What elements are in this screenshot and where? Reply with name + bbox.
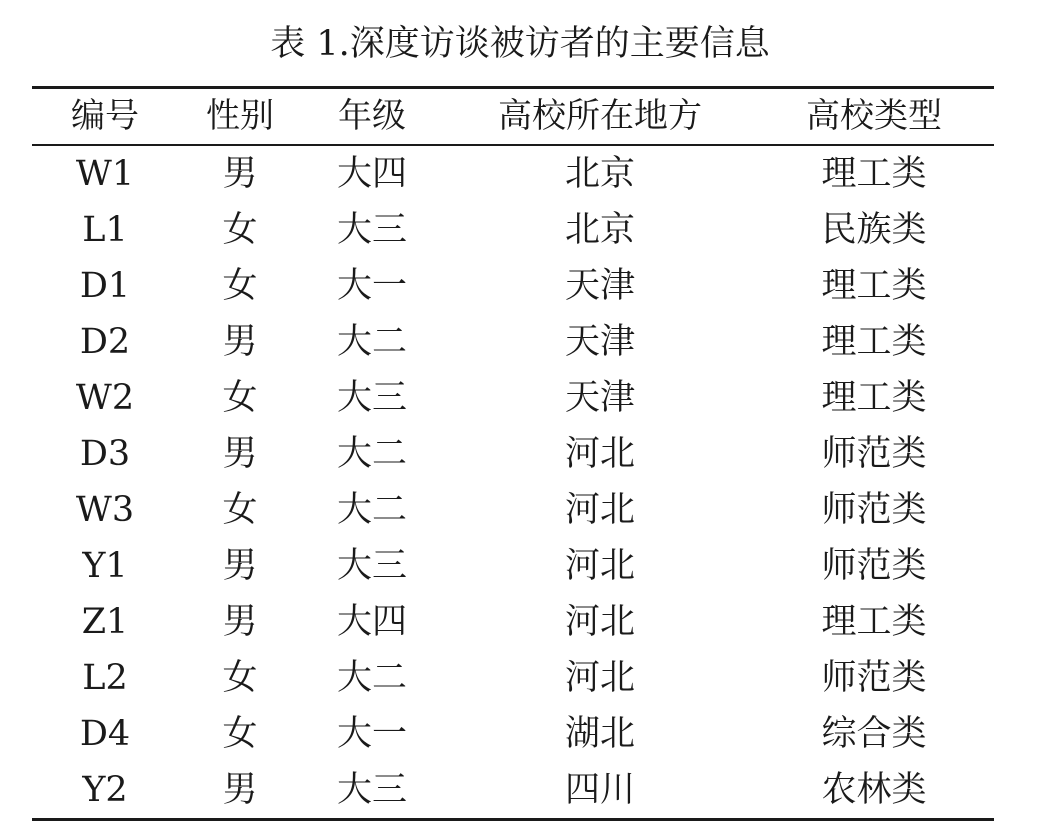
cell-grade: 大四 — [336, 602, 407, 642]
table-row — [0, 426, 1040, 482]
cell-id: Y2 — [82, 770, 128, 810]
table-row — [0, 482, 1040, 538]
table-row — [0, 538, 1040, 594]
cell-type: 民族类 — [821, 210, 927, 250]
cell-type: 理工类 — [821, 378, 927, 418]
cell-id: W1 — [75, 154, 135, 194]
cell-grade: 大三 — [336, 546, 407, 586]
header-type: 高校类型 — [806, 96, 942, 136]
cell-type: 农林类 — [821, 770, 927, 810]
cell-gender: 男 — [222, 770, 258, 810]
cell-location: 河北 — [564, 434, 635, 474]
cell-gender: 女 — [222, 714, 258, 754]
cell-id: L2 — [82, 658, 128, 698]
cell-id: W3 — [75, 490, 135, 530]
cell-location: 天津 — [564, 378, 635, 418]
cell-gender: 男 — [222, 154, 258, 194]
cell-gender: 女 — [222, 378, 258, 418]
header-id: 编号 — [71, 96, 139, 136]
cell-type: 师范类 — [821, 658, 927, 698]
cell-grade: 大一 — [336, 266, 407, 306]
cell-gender: 男 — [222, 322, 258, 362]
cell-type: 理工类 — [821, 602, 927, 642]
table-row — [0, 370, 1040, 426]
table-row — [0, 762, 1040, 818]
cell-id: D3 — [79, 434, 131, 474]
table-row — [0, 314, 1040, 370]
cell-location: 湖北 — [564, 714, 635, 754]
cell-grade: 大二 — [336, 490, 407, 530]
cell-grade: 大三 — [336, 210, 407, 250]
cell-grade: 大三 — [336, 770, 407, 810]
cell-type: 师范类 — [821, 546, 927, 586]
header-grade: 年级 — [338, 96, 406, 136]
cell-location: 河北 — [564, 490, 635, 530]
cell-location: 天津 — [564, 266, 635, 306]
table-row — [0, 202, 1040, 258]
cell-location: 河北 — [564, 602, 635, 642]
cell-id: D1 — [79, 266, 131, 306]
cell-gender: 女 — [222, 658, 258, 698]
table-row — [0, 146, 1040, 202]
cell-type: 师范类 — [821, 490, 927, 530]
cell-id: L1 — [82, 210, 128, 250]
header-location: 高校所在地方 — [498, 96, 702, 136]
cell-gender: 女 — [222, 490, 258, 530]
cell-type: 理工类 — [821, 322, 927, 362]
cell-gender: 女 — [222, 266, 258, 306]
cell-grade: 大二 — [336, 322, 407, 362]
cell-gender: 男 — [222, 602, 258, 642]
table-row — [0, 650, 1040, 706]
cell-type: 理工类 — [821, 154, 927, 194]
cell-gender: 男 — [222, 546, 258, 586]
cell-grade: 大三 — [336, 378, 407, 418]
cell-location: 北京 — [564, 154, 635, 194]
cell-location: 河北 — [564, 546, 635, 586]
table-bottom-rule — [32, 818, 994, 821]
cell-grade: 大二 — [336, 658, 407, 698]
cell-location: 北京 — [564, 210, 635, 250]
cell-id: W2 — [75, 378, 135, 418]
table-header-row — [0, 88, 1040, 144]
cell-location: 四川 — [564, 770, 635, 810]
cell-grade: 大二 — [336, 434, 407, 474]
cell-type: 理工类 — [821, 266, 927, 306]
header-gender: 性别 — [206, 96, 274, 136]
table-row — [0, 594, 1040, 650]
table-caption: 表 1.深度访谈被访者的主要信息 — [270, 24, 770, 64]
cell-grade: 大四 — [336, 154, 407, 194]
table-row — [0, 706, 1040, 762]
cell-type: 综合类 — [821, 714, 927, 754]
cell-id: Z1 — [81, 602, 129, 642]
cell-location: 天津 — [564, 322, 635, 362]
cell-gender: 男 — [222, 434, 258, 474]
cell-id: D2 — [79, 322, 131, 362]
cell-location: 河北 — [564, 658, 635, 698]
cell-id: D4 — [79, 714, 131, 754]
table-row — [0, 258, 1040, 314]
cell-id: Y1 — [82, 546, 128, 586]
cell-gender: 女 — [222, 210, 258, 250]
cell-grade: 大一 — [336, 714, 407, 754]
cell-type: 师范类 — [821, 434, 927, 474]
